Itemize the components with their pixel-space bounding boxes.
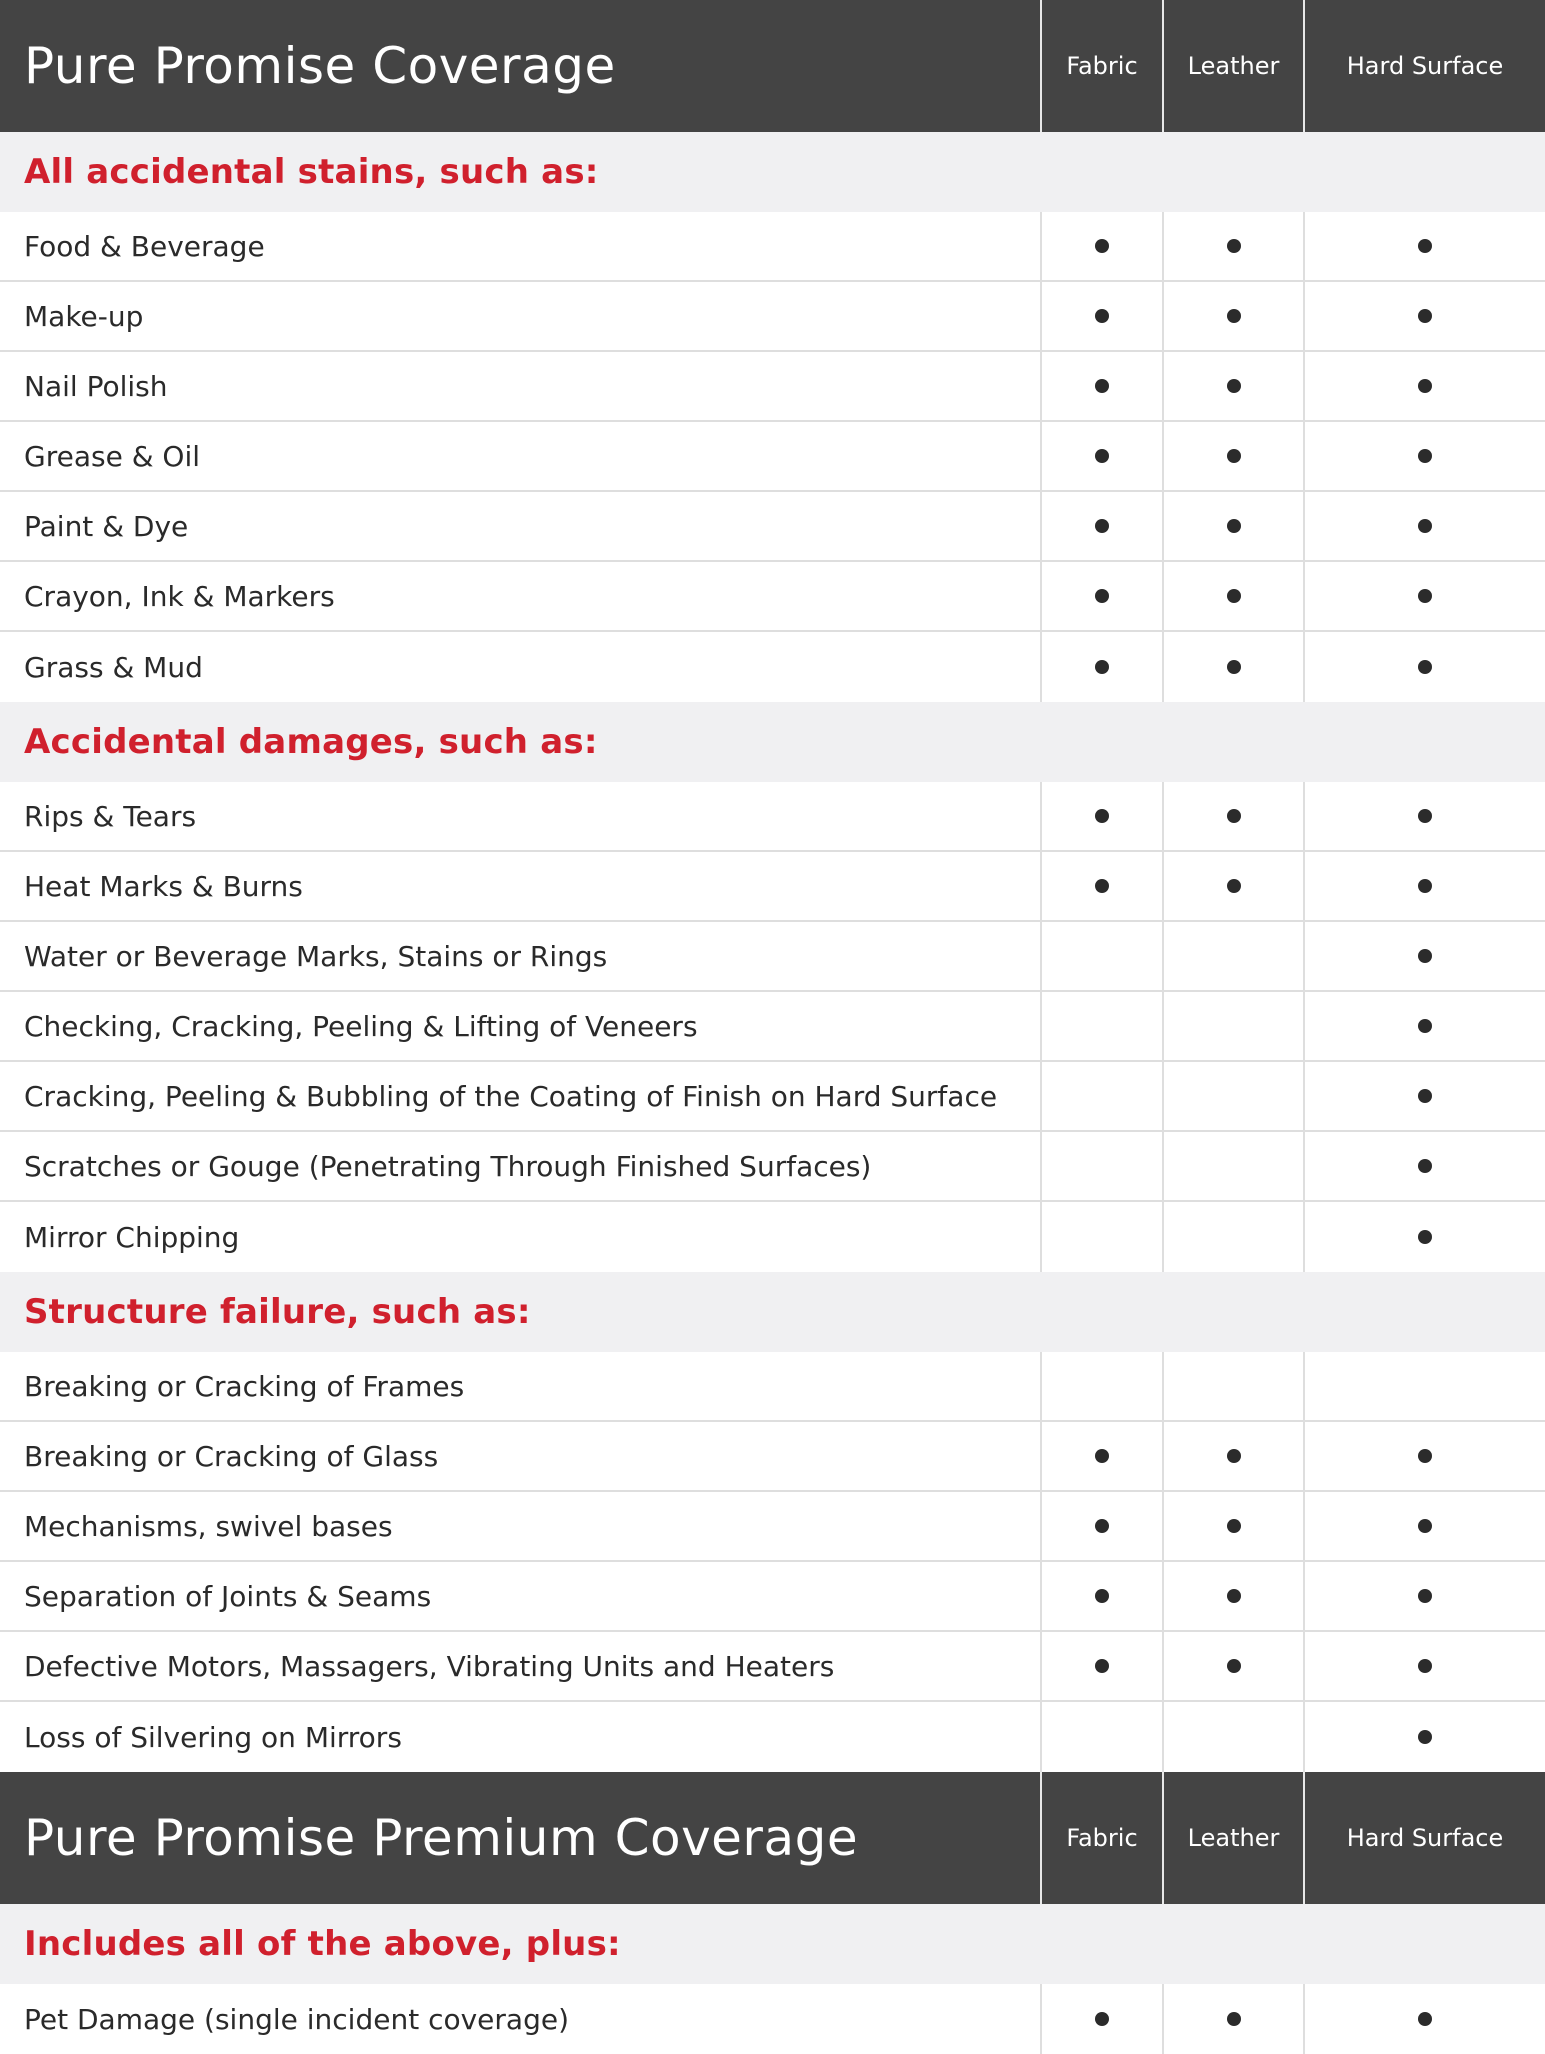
covered-dot-icon (1418, 879, 1432, 893)
cell-hard-surface (1303, 1632, 1545, 1700)
cell-leather (1162, 282, 1303, 350)
coverage-item-label: Paint & Dye (24, 509, 189, 543)
cell-hard-surface (1303, 632, 1545, 702)
table-row (0, 782, 1545, 852)
covered-dot-icon (1418, 379, 1432, 393)
section-heading-row (0, 702, 1545, 782)
cell-fabric (1040, 922, 1162, 990)
cell-hard-surface (1303, 1202, 1545, 1272)
coverage-item-label: Breaking or Cracking of Glass (24, 1439, 439, 1473)
table-row (0, 1984, 1545, 2054)
coverage-item-label: Loss of Silvering on Mirrors (24, 1720, 402, 1754)
table-row (0, 1702, 1545, 1772)
covered-dot-icon (1095, 1519, 1109, 1533)
column-header-fabric: Fabric (1040, 0, 1162, 132)
section-heading: Includes all of the above, plus: (24, 1924, 621, 1964)
coverage-table-header (0, 0, 1545, 132)
cell-leather (1162, 1422, 1303, 1490)
cell-hard-surface (1303, 562, 1545, 630)
coverage-item-label: Cracking, Peeling & Bubbling of the Coating of Finish on Hard Surface (24, 1079, 998, 1113)
section-heading: Structure failure, such as: (24, 1292, 531, 1332)
cell-fabric (1040, 632, 1162, 702)
column-header-fabric: Fabric (1040, 1772, 1162, 1904)
covered-dot-icon (1418, 1589, 1432, 1603)
cell-fabric (1040, 1422, 1162, 1490)
cell-fabric (1040, 1562, 1162, 1630)
cell-leather (1162, 1352, 1303, 1420)
table-row (0, 492, 1545, 562)
covered-dot-icon (1227, 239, 1241, 253)
section-heading-row (0, 1904, 1545, 1984)
cell-fabric (1040, 1984, 1162, 2054)
cell-leather (1162, 632, 1303, 702)
cell-leather (1162, 1702, 1303, 1772)
table-row (0, 282, 1545, 352)
section-heading-row (0, 1272, 1545, 1352)
cell-leather (1162, 922, 1303, 990)
coverage-item-label: Grease & Oil (24, 439, 201, 473)
table-row (0, 1352, 1545, 1422)
coverage-item-label: Heat Marks & Burns (24, 869, 303, 903)
covered-dot-icon (1418, 1449, 1432, 1463)
cell-leather (1162, 782, 1303, 850)
covered-dot-icon (1227, 519, 1241, 533)
cell-hard-surface (1303, 1492, 1545, 1560)
cell-leather (1162, 852, 1303, 920)
cell-fabric (1040, 1702, 1162, 1772)
cell-leather (1162, 1562, 1303, 1630)
cell-hard-surface (1303, 782, 1545, 850)
covered-dot-icon (1227, 379, 1241, 393)
coverage-item-label: Pet Damage (single incident coverage) (24, 2002, 570, 2036)
covered-dot-icon (1418, 1019, 1432, 1033)
covered-dot-icon (1227, 449, 1241, 463)
cell-leather (1162, 1632, 1303, 1700)
coverage-item-label: Scratches or Gouge (Penetrating Through Finished Surfaces) (24, 1149, 872, 1183)
cell-hard-surface (1303, 1062, 1545, 1130)
cell-hard-surface (1303, 1352, 1545, 1420)
cell-fabric (1040, 422, 1162, 490)
cell-leather (1162, 352, 1303, 420)
table-row (0, 1202, 1545, 1272)
table-row (0, 632, 1545, 702)
cell-leather (1162, 562, 1303, 630)
covered-dot-icon (1227, 1589, 1241, 1603)
cell-fabric (1040, 1352, 1162, 1420)
cell-fabric (1040, 1632, 1162, 1700)
cell-leather (1162, 1984, 1303, 2054)
cell-hard-surface (1303, 1422, 1545, 1490)
covered-dot-icon (1095, 519, 1109, 533)
coverage-item-label: Food & Beverage (24, 229, 265, 263)
coverage-item-label: Mirror Chipping (24, 1220, 240, 1254)
cell-hard-surface (1303, 992, 1545, 1060)
coverage-item-label: Defective Motors, Massagers, Vibrating Units and Heaters (24, 1649, 835, 1683)
coverage-item-label: Make-up (24, 299, 144, 333)
table-row (0, 562, 1545, 632)
table-row (0, 852, 1545, 922)
coverage-item-label: Nail Polish (24, 369, 168, 403)
cell-leather (1162, 422, 1303, 490)
coverage-table-header (0, 1772, 1545, 1904)
covered-dot-icon (1418, 1519, 1432, 1533)
coverage-item-label: Checking, Cracking, Peeling & Lifting of Veneers (24, 1009, 698, 1043)
cell-fabric (1040, 1202, 1162, 1272)
column-header-hard-surface: Hard Surface (1303, 0, 1545, 132)
covered-dot-icon (1095, 879, 1109, 893)
cell-leather (1162, 1062, 1303, 1130)
table-row (0, 1562, 1545, 1632)
cell-hard-surface (1303, 1562, 1545, 1630)
covered-dot-icon (1418, 1230, 1432, 1244)
covered-dot-icon (1095, 239, 1109, 253)
cell-hard-surface (1303, 212, 1545, 280)
cell-hard-surface (1303, 1984, 1545, 2054)
cell-leather (1162, 212, 1303, 280)
covered-dot-icon (1418, 1159, 1432, 1173)
covered-dot-icon (1095, 809, 1109, 823)
column-header-leather: Leather (1162, 1772, 1303, 1904)
covered-dot-icon (1418, 449, 1432, 463)
covered-dot-icon (1095, 1659, 1109, 1673)
table-row (0, 422, 1545, 492)
cell-fabric (1040, 282, 1162, 350)
cell-fabric (1040, 212, 1162, 280)
table-row (0, 1062, 1545, 1132)
cell-hard-surface (1303, 492, 1545, 560)
cell-fabric (1040, 1062, 1162, 1130)
covered-dot-icon (1418, 1089, 1432, 1103)
covered-dot-icon (1227, 589, 1241, 603)
cell-fabric (1040, 992, 1162, 1060)
cell-leather (1162, 1132, 1303, 1200)
table-row (0, 1422, 1545, 1492)
covered-dot-icon (1227, 1659, 1241, 1673)
covered-dot-icon (1095, 449, 1109, 463)
cell-hard-surface (1303, 352, 1545, 420)
cell-hard-surface (1303, 1132, 1545, 1200)
covered-dot-icon (1418, 2012, 1432, 2026)
covered-dot-icon (1418, 239, 1432, 253)
cell-hard-surface (1303, 1702, 1545, 1772)
coverage-item-label: Mechanisms, swivel bases (24, 1509, 393, 1543)
section-heading: Accidental damages, such as: (24, 722, 598, 762)
cell-leather (1162, 1202, 1303, 1272)
covered-dot-icon (1095, 660, 1109, 674)
table-row (0, 1132, 1545, 1202)
coverage-table-title: Pure Promise Premium Coverage (24, 1809, 859, 1867)
covered-dot-icon (1418, 589, 1432, 603)
table-row (0, 352, 1545, 422)
covered-dot-icon (1095, 2012, 1109, 2026)
covered-dot-icon (1227, 809, 1241, 823)
covered-dot-icon (1418, 1659, 1432, 1673)
cell-hard-surface (1303, 922, 1545, 990)
covered-dot-icon (1227, 1449, 1241, 1463)
table-row (0, 212, 1545, 282)
coverage-item-label: Water or Beverage Marks, Stains or Rings (24, 939, 608, 973)
cell-fabric (1040, 1492, 1162, 1560)
covered-dot-icon (1095, 1589, 1109, 1603)
coverage-item-label: Breaking or Cracking of Frames (24, 1369, 465, 1403)
covered-dot-icon (1418, 519, 1432, 533)
cell-fabric (1040, 352, 1162, 420)
covered-dot-icon (1227, 660, 1241, 674)
cell-leather (1162, 992, 1303, 1060)
cell-fabric (1040, 782, 1162, 850)
table-row (0, 1492, 1545, 1562)
covered-dot-icon (1418, 949, 1432, 963)
covered-dot-icon (1227, 2012, 1241, 2026)
covered-dot-icon (1095, 379, 1109, 393)
covered-dot-icon (1095, 1449, 1109, 1463)
cell-hard-surface (1303, 422, 1545, 490)
cell-leather (1162, 1492, 1303, 1560)
covered-dot-icon (1227, 309, 1241, 323)
covered-dot-icon (1418, 809, 1432, 823)
covered-dot-icon (1418, 1730, 1432, 1744)
coverage-item-label: Crayon, Ink & Markers (24, 579, 335, 613)
covered-dot-icon (1227, 1519, 1241, 1533)
cell-fabric (1040, 492, 1162, 560)
cell-fabric (1040, 1132, 1162, 1200)
table-row (0, 1632, 1545, 1702)
coverage-table-title: Pure Promise Coverage (24, 37, 616, 95)
section-heading: All accidental stains, such as: (24, 152, 599, 192)
coverage-item-label: Separation of Joints & Seams (24, 1579, 432, 1613)
cell-fabric (1040, 562, 1162, 630)
covered-dot-icon (1095, 589, 1109, 603)
coverage-item-label: Rips & Tears (24, 799, 197, 833)
cell-hard-surface (1303, 282, 1545, 350)
cell-hard-surface (1303, 852, 1545, 920)
cell-fabric (1040, 852, 1162, 920)
column-header-hard-surface: Hard Surface (1303, 1772, 1545, 1904)
table-row (0, 992, 1545, 1062)
column-header-leather: Leather (1162, 0, 1303, 132)
section-heading-row (0, 132, 1545, 212)
covered-dot-icon (1095, 309, 1109, 323)
covered-dot-icon (1227, 879, 1241, 893)
cell-leather (1162, 492, 1303, 560)
coverage-item-label: Grass & Mud (24, 650, 203, 684)
table-row (0, 922, 1545, 992)
covered-dot-icon (1418, 660, 1432, 674)
covered-dot-icon (1418, 309, 1432, 323)
